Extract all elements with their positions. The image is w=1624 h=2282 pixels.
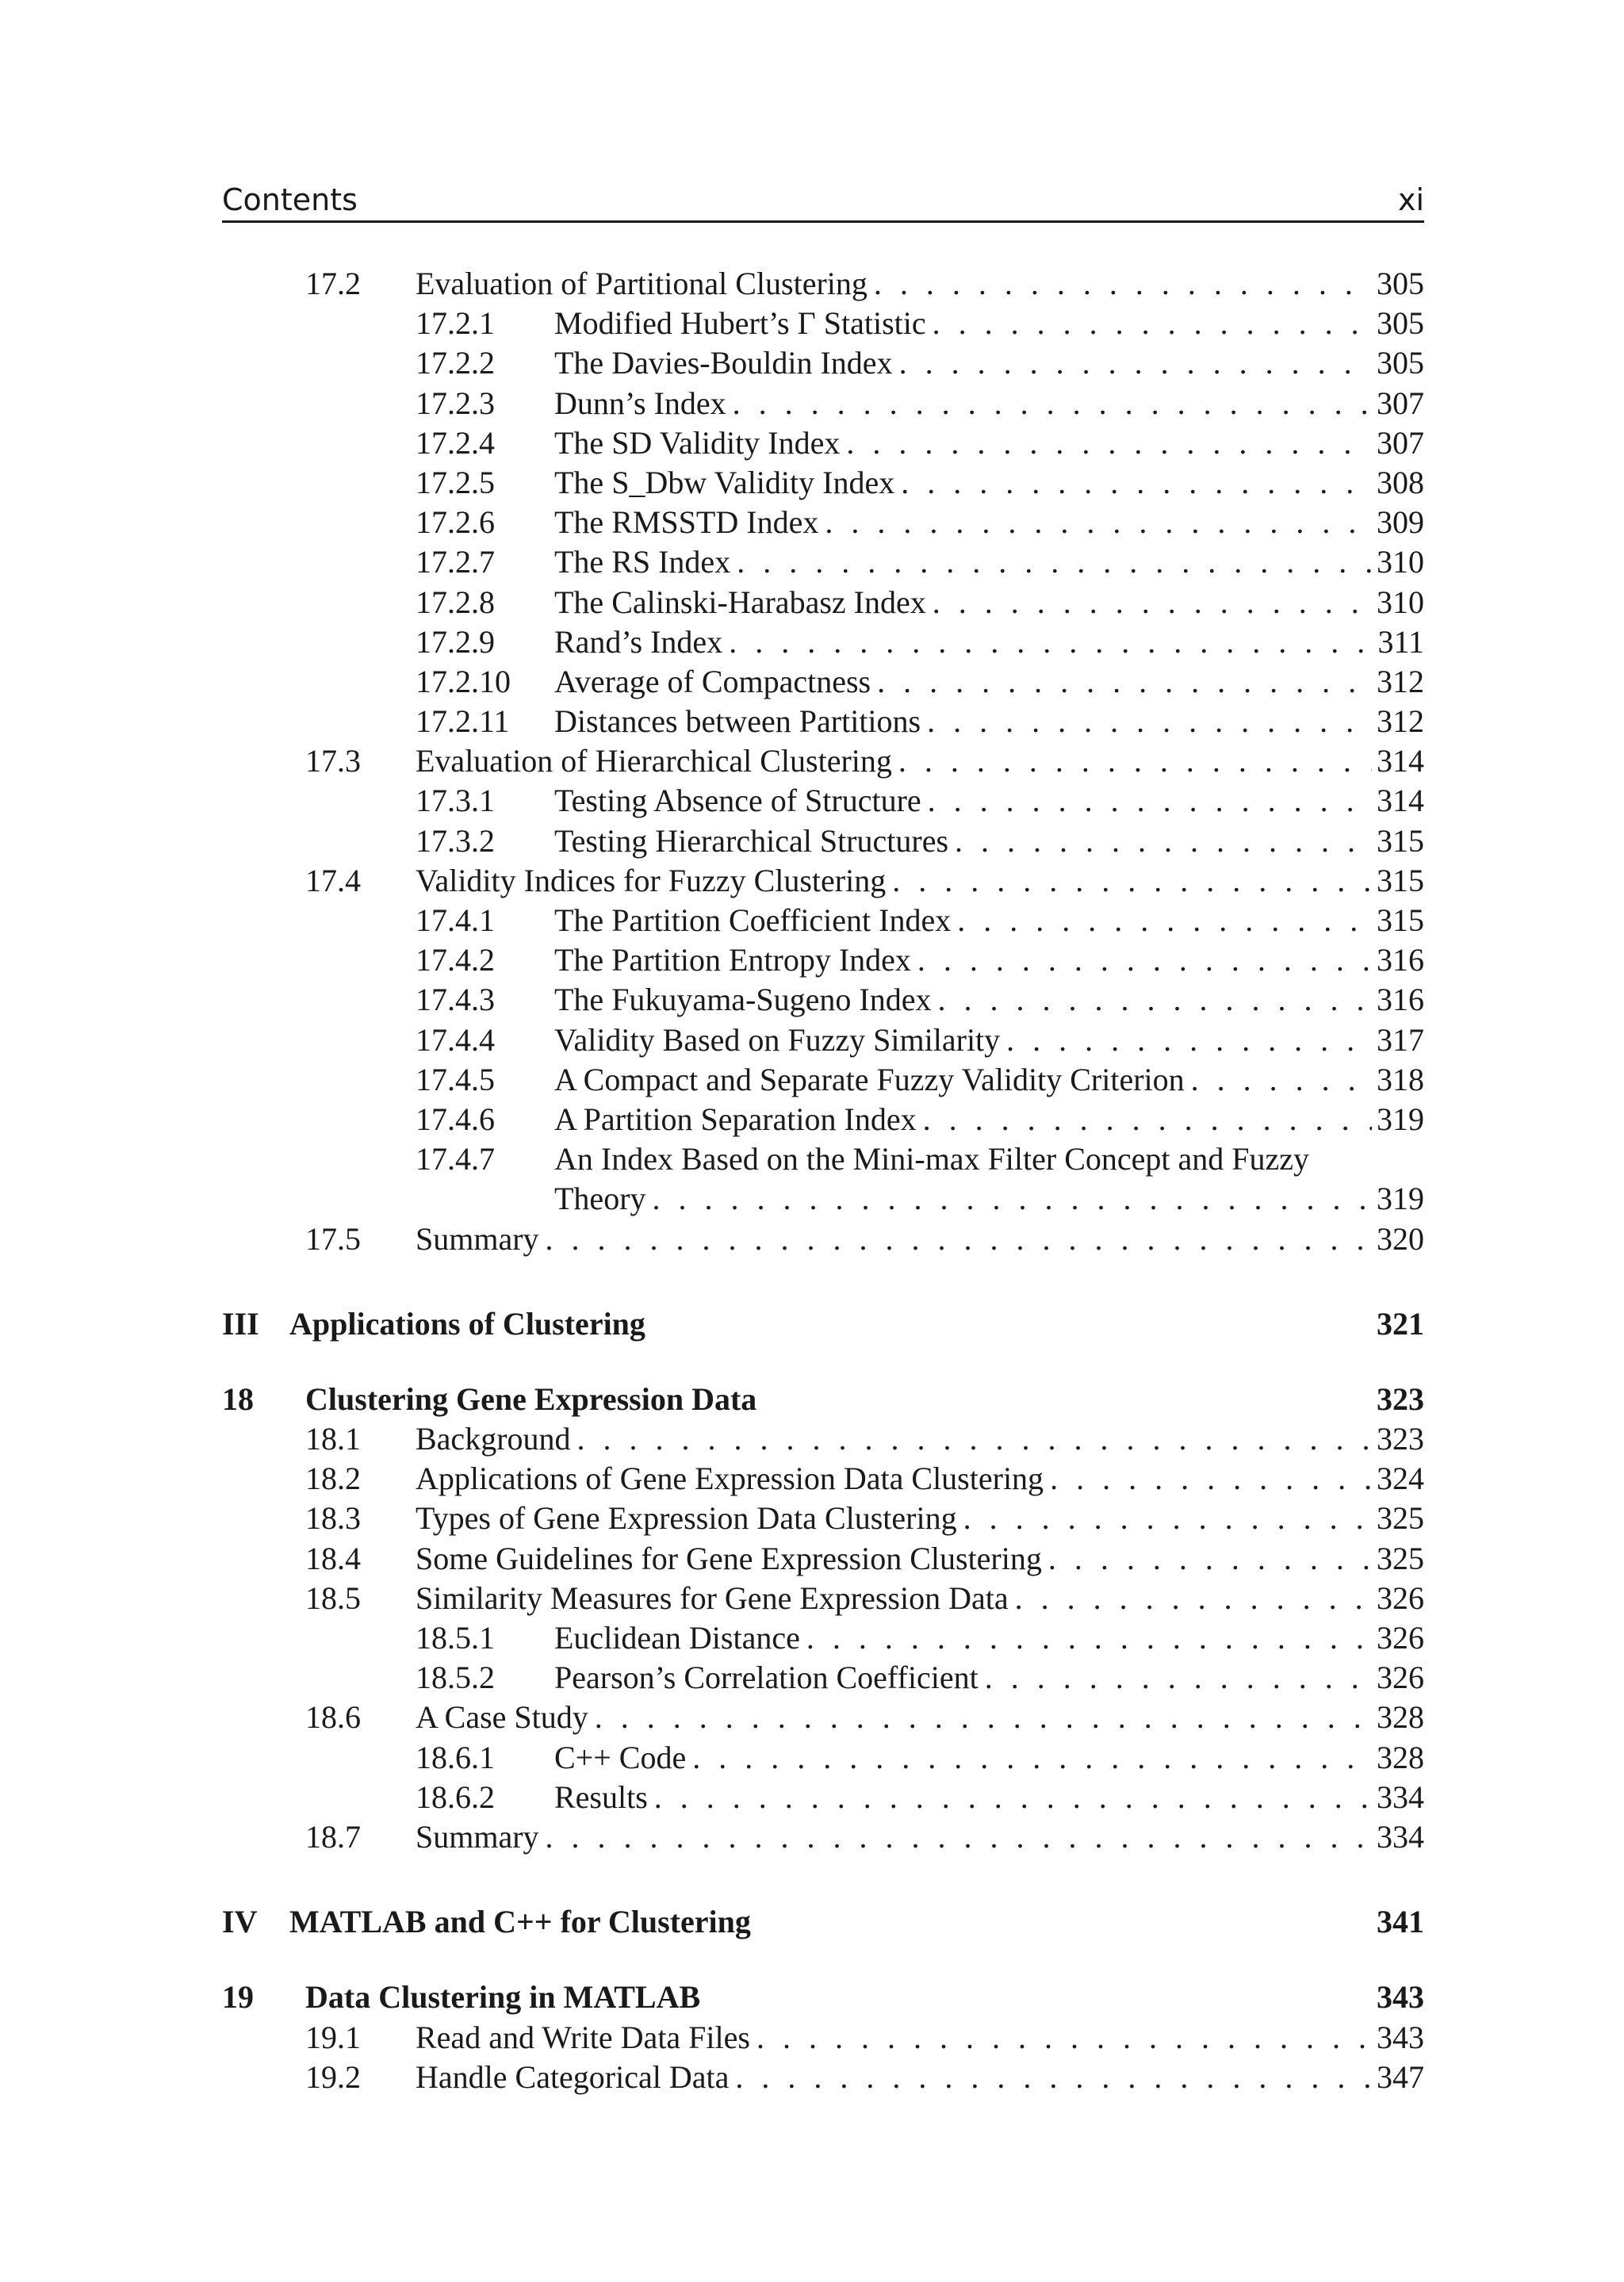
toc-entry-title-row [416, 1817, 1424, 1857]
toc-entry-title: Read and Write Data Files [416, 2019, 750, 2055]
toc-entry-page: 314 [1377, 783, 1424, 819]
toc-entry-number: 18.5.1 [416, 1620, 495, 1656]
toc-entry-title: The RS Index [554, 544, 731, 580]
toc-entry-sub[interactable] [222, 1618, 1424, 1658]
toc-entry-page: 343 [1377, 1979, 1424, 2016]
toc-entry-number: 17.2.4 [416, 424, 495, 461]
toc-entry-title-row [554, 463, 1424, 503]
toc-entry-page: 316 [1377, 982, 1424, 1018]
toc-entry-sec[interactable] [222, 1698, 1424, 1737]
toc-entry-page: 307 [1377, 385, 1424, 421]
toc-entry-sub[interactable] [222, 1060, 1424, 1100]
toc-entry-number: 18.6.1 [416, 1739, 495, 1775]
dot-leader [737, 542, 1372, 582]
toc-entry-number: IV [222, 1904, 258, 1940]
toc-entry-title-row [554, 503, 1424, 542]
toc-entry-sec[interactable] [222, 741, 1424, 781]
dot-leader [874, 264, 1372, 304]
toc-entry-title-row [416, 1539, 1424, 1579]
toc-entry-part[interactable] [222, 1902, 1424, 1942]
toc-entry-page: 308 [1377, 464, 1424, 500]
toc-entry-sub[interactable] [222, 1139, 1424, 1179]
toc-entry-page: 319 [1377, 1101, 1424, 1137]
dot-leader [1048, 1539, 1372, 1579]
toc-entry-title: Distances between Partitions [554, 703, 921, 740]
dot-leader [756, 2018, 1372, 2058]
toc-entry-title: MATLAB and C++ for Clustering [289, 1904, 751, 1940]
toc-entry-sub[interactable] [222, 503, 1424, 542]
toc-entry-page: 312 [1377, 663, 1424, 699]
toc-entry-title: Background [416, 1421, 571, 1457]
dot-leader [595, 1698, 1372, 1737]
toc-entry-title: Theory [554, 1181, 646, 1217]
toc-entry-title-row [416, 1219, 1424, 1259]
dot-leader [901, 463, 1372, 503]
toc-entry-title-row [554, 384, 1424, 423]
toc-entry-title-row [554, 304, 1424, 343]
toc-entry-page: 305 [1377, 266, 1424, 301]
toc-entry-title: The RMSSTD Index [554, 504, 819, 541]
toc-entry-chapter[interactable] [222, 1978, 1424, 2017]
toc-entry-sub[interactable] [222, 1778, 1424, 1817]
toc-entry-number: 17.3 [305, 743, 361, 779]
toc-entry-page: 334 [1377, 1818, 1424, 1855]
toc-entry-title: Results [554, 1779, 648, 1815]
toc-entry-title: The Calinski-Harabasz Index [554, 584, 926, 620]
toc-entry-sub[interactable] [222, 463, 1424, 503]
toc-entry-sub[interactable] [222, 1100, 1424, 1139]
dot-leader [957, 901, 1372, 940]
dot-leader [735, 2058, 1372, 2097]
toc-entry-sec[interactable] [222, 1817, 1424, 1857]
toc-entry-page: 305 [1377, 345, 1424, 381]
dot-leader [877, 662, 1372, 702]
toc-entry-title-row [554, 1778, 1424, 1817]
toc-entry-sub[interactable] [222, 304, 1424, 343]
toc-entry-sub[interactable] [222, 662, 1424, 702]
toc-entry-number: 17.2.3 [416, 385, 495, 421]
running-header-title: Contents [222, 182, 358, 217]
toc-entry-title-row [554, 583, 1424, 622]
toc-entry-number: 17.2.5 [416, 464, 495, 500]
toc-entry-title-row [554, 1618, 1424, 1658]
toc-entry-number: 17.4.5 [416, 1061, 495, 1097]
toc-entry-sub[interactable] [222, 1020, 1424, 1060]
toc-entry-title: Some Guidelines for Gene Expression Clustering [416, 1540, 1042, 1576]
toc-entry-number: 17.4.6 [416, 1101, 495, 1137]
toc-entry-title-row [554, 542, 1424, 582]
toc-entry-title: The Partition Coefficient Index [554, 902, 952, 938]
toc-entry-title: Summary [416, 1818, 539, 1855]
toc-entry-title-row [554, 1060, 1424, 1100]
dot-leader [923, 1100, 1372, 1139]
toc-entry-number: 18.7 [305, 1818, 361, 1855]
toc-entry-page: 323 [1377, 1421, 1424, 1457]
dot-leader [1050, 1459, 1372, 1499]
toc-entry-title: Dunn’s Index [554, 385, 726, 421]
dot-leader [825, 503, 1372, 542]
dot-leader [1015, 1579, 1372, 1618]
toc-entry-number: 17.3.1 [416, 783, 495, 819]
toc-entry-sub[interactable] [222, 1658, 1424, 1698]
toc-entry-title-row [416, 264, 1424, 304]
toc-entry-page: 328 [1377, 1699, 1424, 1736]
dot-leader [917, 940, 1372, 980]
toc-entry-title: Handle Categorical Data [416, 2058, 730, 2095]
toc-entry-title: Validity Indices for Fuzzy Clustering [416, 862, 887, 898]
toc-entry-sec[interactable] [222, 1539, 1424, 1579]
toc-entry-title-row [416, 1459, 1424, 1499]
toc-entry-number: 17.4.1 [416, 902, 495, 938]
toc-entry-title-row [416, 1579, 1424, 1618]
toc-entry-sec[interactable] [222, 2018, 1424, 2058]
toc-entry-title: A Partition Separation Index [554, 1101, 917, 1137]
toc-entry-page: 312 [1377, 703, 1424, 740]
toc-entry-title: Testing Absence of Structure [554, 783, 921, 819]
toc-entry-sub[interactable] [222, 583, 1424, 622]
dot-leader [963, 1499, 1372, 1538]
toc-entry-cont[interactable] [222, 1179, 1424, 1219]
toc-entry-sub[interactable] [222, 343, 1424, 383]
toc-entry-page: 315 [1377, 902, 1424, 938]
table-of-contents [222, 264, 1424, 2097]
dot-leader [577, 1419, 1372, 1459]
dot-leader [933, 304, 1372, 343]
toc-entry-number: 18.6.2 [416, 1779, 495, 1815]
toc-entry-title: Similarity Measures for Gene Expression Data [416, 1579, 1009, 1616]
toc-entry-sec[interactable] [222, 1219, 1424, 1259]
toc-entry-title: The SD Validity Index [554, 424, 841, 461]
toc-entry-sec[interactable] [222, 2058, 1424, 2097]
toc-entry-title: Validity Based on Fuzzy Similarity [554, 1021, 1001, 1058]
toc-entry-page: 311 [1377, 623, 1424, 660]
dot-leader [927, 702, 1372, 741]
dot-leader [955, 821, 1372, 861]
toc-entry-page: 310 [1377, 544, 1424, 580]
toc-entry-title: Evaluation of Partitional Clustering [416, 266, 868, 301]
book-page [222, 179, 1424, 2097]
toc-entry-page: 309 [1377, 504, 1424, 541]
toc-entry-sub[interactable] [222, 901, 1424, 940]
toc-entry-page: 343 [1377, 2019, 1424, 2055]
toc-entry-chapter[interactable] [222, 1380, 1424, 1419]
toc-entry-title: The Fukuyama-Sugeno Index [554, 982, 932, 1018]
toc-entry-number: 17.4.2 [416, 942, 495, 978]
toc-entry-number: 17.3.2 [416, 822, 495, 859]
toc-entry-sub[interactable] [222, 542, 1424, 582]
toc-entry-title: Applications of Clustering [289, 1305, 645, 1342]
toc-entry-sec[interactable] [222, 1419, 1424, 1459]
toc-entry-title: An Index Based on the Mini-max Filter Concept and Fuzzy [554, 1141, 1310, 1177]
toc-entry-page: 319 [1377, 1181, 1424, 1217]
toc-entry-page: 320 [1377, 1220, 1424, 1257]
toc-entry-sub[interactable] [222, 821, 1424, 861]
toc-entry-title: Evaluation of Hierarchical Clustering [416, 743, 892, 779]
toc-entry-title: Data Clustering in MATLAB [305, 1979, 701, 2016]
toc-entry-page: 307 [1377, 424, 1424, 461]
toc-entry-number: 17.5 [305, 1220, 361, 1257]
toc-entry-title-row [289, 1304, 1424, 1344]
toc-entry-title-row [554, 980, 1424, 1020]
running-header [222, 179, 1424, 223]
toc-entry-page: 315 [1377, 822, 1424, 859]
toc-entry-number: 17.2 [305, 266, 361, 301]
toc-entry-number: 17.4.3 [416, 982, 495, 1018]
toc-entry-sub[interactable] [222, 423, 1424, 463]
dot-leader [653, 1179, 1372, 1219]
dot-leader [937, 980, 1372, 1020]
toc-entry-title-row [305, 1978, 1424, 2017]
toc-entry-sec[interactable] [222, 1579, 1424, 1618]
toc-entry-title-row [554, 343, 1424, 383]
toc-entry-page: 325 [1377, 1540, 1424, 1576]
toc-entry-title: Types of Gene Expression Data Clustering [416, 1500, 957, 1537]
dot-leader [546, 1817, 1372, 1857]
toc-entry-title-row [554, 781, 1424, 821]
toc-entry-sub[interactable] [222, 1738, 1424, 1778]
toc-entry-title-row [554, 1738, 1424, 1778]
dot-leader [806, 1618, 1372, 1658]
toc-entry-title: The S_Dbw Validity Index [554, 464, 895, 500]
toc-entry-title-row [554, 702, 1424, 741]
toc-entry-sec[interactable] [222, 1459, 1424, 1499]
toc-entry-title-row [554, 1139, 1424, 1179]
toc-entry-number: 17.2.9 [416, 623, 495, 660]
toc-entry-page: 326 [1377, 1660, 1424, 1696]
toc-entry-sub[interactable] [222, 622, 1424, 662]
toc-entry-page: 314 [1377, 743, 1424, 779]
toc-entry-number: 18 [222, 1380, 254, 1417]
toc-entry-number: 18.6 [305, 1699, 361, 1736]
toc-entry-title-row [416, 1419, 1424, 1459]
toc-entry-title-row [305, 1380, 1424, 1419]
toc-entry-sec[interactable] [222, 861, 1424, 901]
toc-entry-sub[interactable] [222, 702, 1424, 741]
toc-entry-title-row [416, 1499, 1424, 1538]
dot-leader [729, 622, 1373, 662]
toc-entry-title: Rand’s Index [554, 623, 723, 660]
toc-entry-title: Testing Hierarchical Structures [554, 822, 949, 859]
toc-entry-title-row [554, 821, 1424, 861]
toc-entry-title: Average of Compactness [554, 663, 871, 699]
toc-entry-page: 310 [1377, 584, 1424, 620]
dot-leader [654, 1778, 1372, 1817]
toc-entry-number: 18.1 [305, 1421, 361, 1457]
toc-entry-number: 17.2.6 [416, 504, 495, 541]
toc-entry-title-row [416, 2058, 1424, 2097]
toc-entry-page: 323 [1377, 1380, 1424, 1417]
dot-leader [899, 343, 1372, 383]
toc-entry-title-row [416, 861, 1424, 901]
toc-entry-number: 19.2 [305, 2058, 361, 2095]
dot-leader [985, 1658, 1372, 1698]
toc-entry-number: 18.5 [305, 1579, 361, 1616]
toc-entry-number: 18.3 [305, 1500, 361, 1537]
toc-entry-number: 17.2.10 [416, 663, 511, 699]
toc-entry-sub[interactable] [222, 940, 1424, 980]
toc-entry-number: 17.4 [305, 862, 361, 898]
toc-entry-title: C++ Code [554, 1739, 687, 1775]
toc-entry-number: 17.2.7 [416, 544, 495, 580]
toc-entry-page: 316 [1377, 942, 1424, 978]
toc-entry-page: 341 [1377, 1904, 1424, 1940]
toc-entry-title-row [416, 741, 1424, 781]
toc-entry-title-row [416, 1698, 1424, 1737]
toc-entry-title-row [554, 622, 1424, 662]
toc-entry-page: 326 [1377, 1579, 1424, 1616]
toc-entry-page: 326 [1377, 1620, 1424, 1656]
toc-entry-title: The Davies-Bouldin Index [554, 345, 893, 381]
toc-entry-sec[interactable] [222, 1499, 1424, 1538]
toc-entry-number: 17.2.8 [416, 584, 495, 620]
toc-entry-page: 324 [1377, 1461, 1424, 1497]
toc-entry-number: 19.1 [305, 2019, 361, 2055]
toc-entry-page: 318 [1377, 1061, 1424, 1097]
toc-entry-page: 315 [1377, 862, 1424, 898]
toc-entry-number: 17.2.2 [416, 345, 495, 381]
toc-entry-title-row [554, 1020, 1424, 1060]
dot-leader [892, 861, 1372, 901]
toc-entry-page: 321 [1377, 1305, 1424, 1342]
toc-entry-number: 18.2 [305, 1461, 361, 1497]
dot-leader [546, 1219, 1372, 1259]
dot-leader [928, 781, 1372, 821]
toc-entry-number: 17.4.4 [416, 1021, 495, 1058]
toc-entry-title-row [554, 901, 1424, 940]
dot-leader [1191, 1060, 1372, 1100]
toc-entry-title: The Partition Entropy Index [554, 942, 911, 978]
toc-entry-page: 328 [1377, 1739, 1424, 1775]
dot-leader [733, 384, 1372, 423]
toc-entry-number: 19 [222, 1979, 254, 2016]
toc-entry-title-row [554, 1179, 1424, 1219]
dot-leader [898, 741, 1372, 781]
page-number: xi [1397, 182, 1424, 217]
toc-entry-number: 18.4 [305, 1540, 361, 1576]
toc-entry-title-row [554, 940, 1424, 980]
toc-entry-page: 317 [1377, 1021, 1424, 1058]
toc-entry-title-row [554, 1100, 1424, 1139]
toc-entry-sec[interactable] [222, 264, 1424, 304]
toc-entry-title: Applications of Gene Expression Data Clustering [416, 1461, 1044, 1497]
toc-entry-title-row [289, 1902, 1424, 1942]
dot-leader [1006, 1020, 1372, 1060]
toc-entry-title-row [554, 423, 1424, 463]
toc-entry-number: 18.5.2 [416, 1660, 495, 1696]
toc-entry-part[interactable] [222, 1304, 1424, 1344]
toc-entry-title-row [554, 662, 1424, 702]
dot-leader [692, 1738, 1372, 1778]
toc-entry-title: Clustering Gene Expression Data [305, 1380, 757, 1417]
toc-entry-page: 305 [1377, 305, 1424, 342]
toc-entry-title: Euclidean Distance [554, 1620, 800, 1656]
toc-entry-page: 334 [1377, 1779, 1424, 1815]
dot-leader [846, 423, 1372, 463]
toc-entry-sub[interactable] [222, 384, 1424, 423]
toc-entry-number: III [222, 1305, 259, 1342]
toc-entry-title: A Compact and Separate Fuzzy Validity Criterion [554, 1061, 1185, 1097]
toc-entry-title: Summary [416, 1220, 539, 1257]
toc-entry-page: 347 [1377, 2058, 1424, 2095]
toc-entry-title: A Case Study [416, 1699, 588, 1736]
toc-entry-title: Pearson’s Correlation Coefficient [554, 1660, 979, 1696]
dot-leader [933, 583, 1372, 622]
toc-entry-page: 325 [1377, 1500, 1424, 1537]
toc-entry-number: 17.2.11 [416, 703, 510, 740]
toc-entry-title: Modified Hubert’s Γ Statistic [554, 305, 926, 342]
toc-entry-title-row [554, 1658, 1424, 1698]
toc-entry-title-row [416, 2018, 1424, 2058]
toc-entry-number: 17.4.7 [416, 1141, 495, 1177]
toc-entry-number: 17.2.1 [416, 305, 495, 342]
toc-entry-sub[interactable] [222, 781, 1424, 821]
toc-entry-sub[interactable] [222, 980, 1424, 1020]
